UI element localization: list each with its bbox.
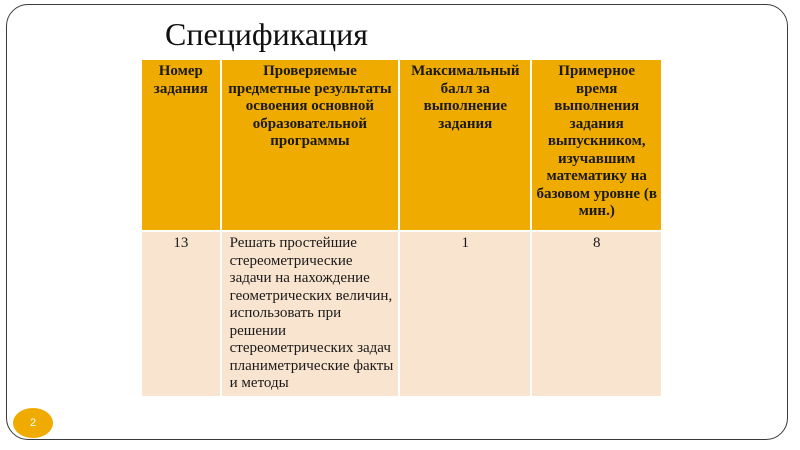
cell-max-score: 1 xyxy=(399,231,531,397)
slide-title: Спецификация xyxy=(165,16,369,52)
header-time: Примерное время выполнения задания выпускником, изучавшим математику на базовом уровне (в мин.) xyxy=(531,59,662,231)
cell-task-number: 13 xyxy=(141,231,221,397)
header-results: Проверяемые предметные результаты освоения основной образовательной программы xyxy=(221,59,400,231)
table-row xyxy=(141,231,662,397)
header-task-number: Номер задания xyxy=(141,59,221,231)
cell-result: Решать простейшие стереометрические задачи на нахождение геометрических величин, использовать при решении стереометрических задач планиметрические факты и методы xyxy=(221,231,400,397)
header-max-score: Максимальный балл за выполнение задания xyxy=(399,59,531,231)
page-number-badge: 2 xyxy=(13,408,53,438)
cell-time: 8 xyxy=(531,231,662,397)
specification-table xyxy=(140,58,663,398)
table-header-row xyxy=(141,59,662,231)
